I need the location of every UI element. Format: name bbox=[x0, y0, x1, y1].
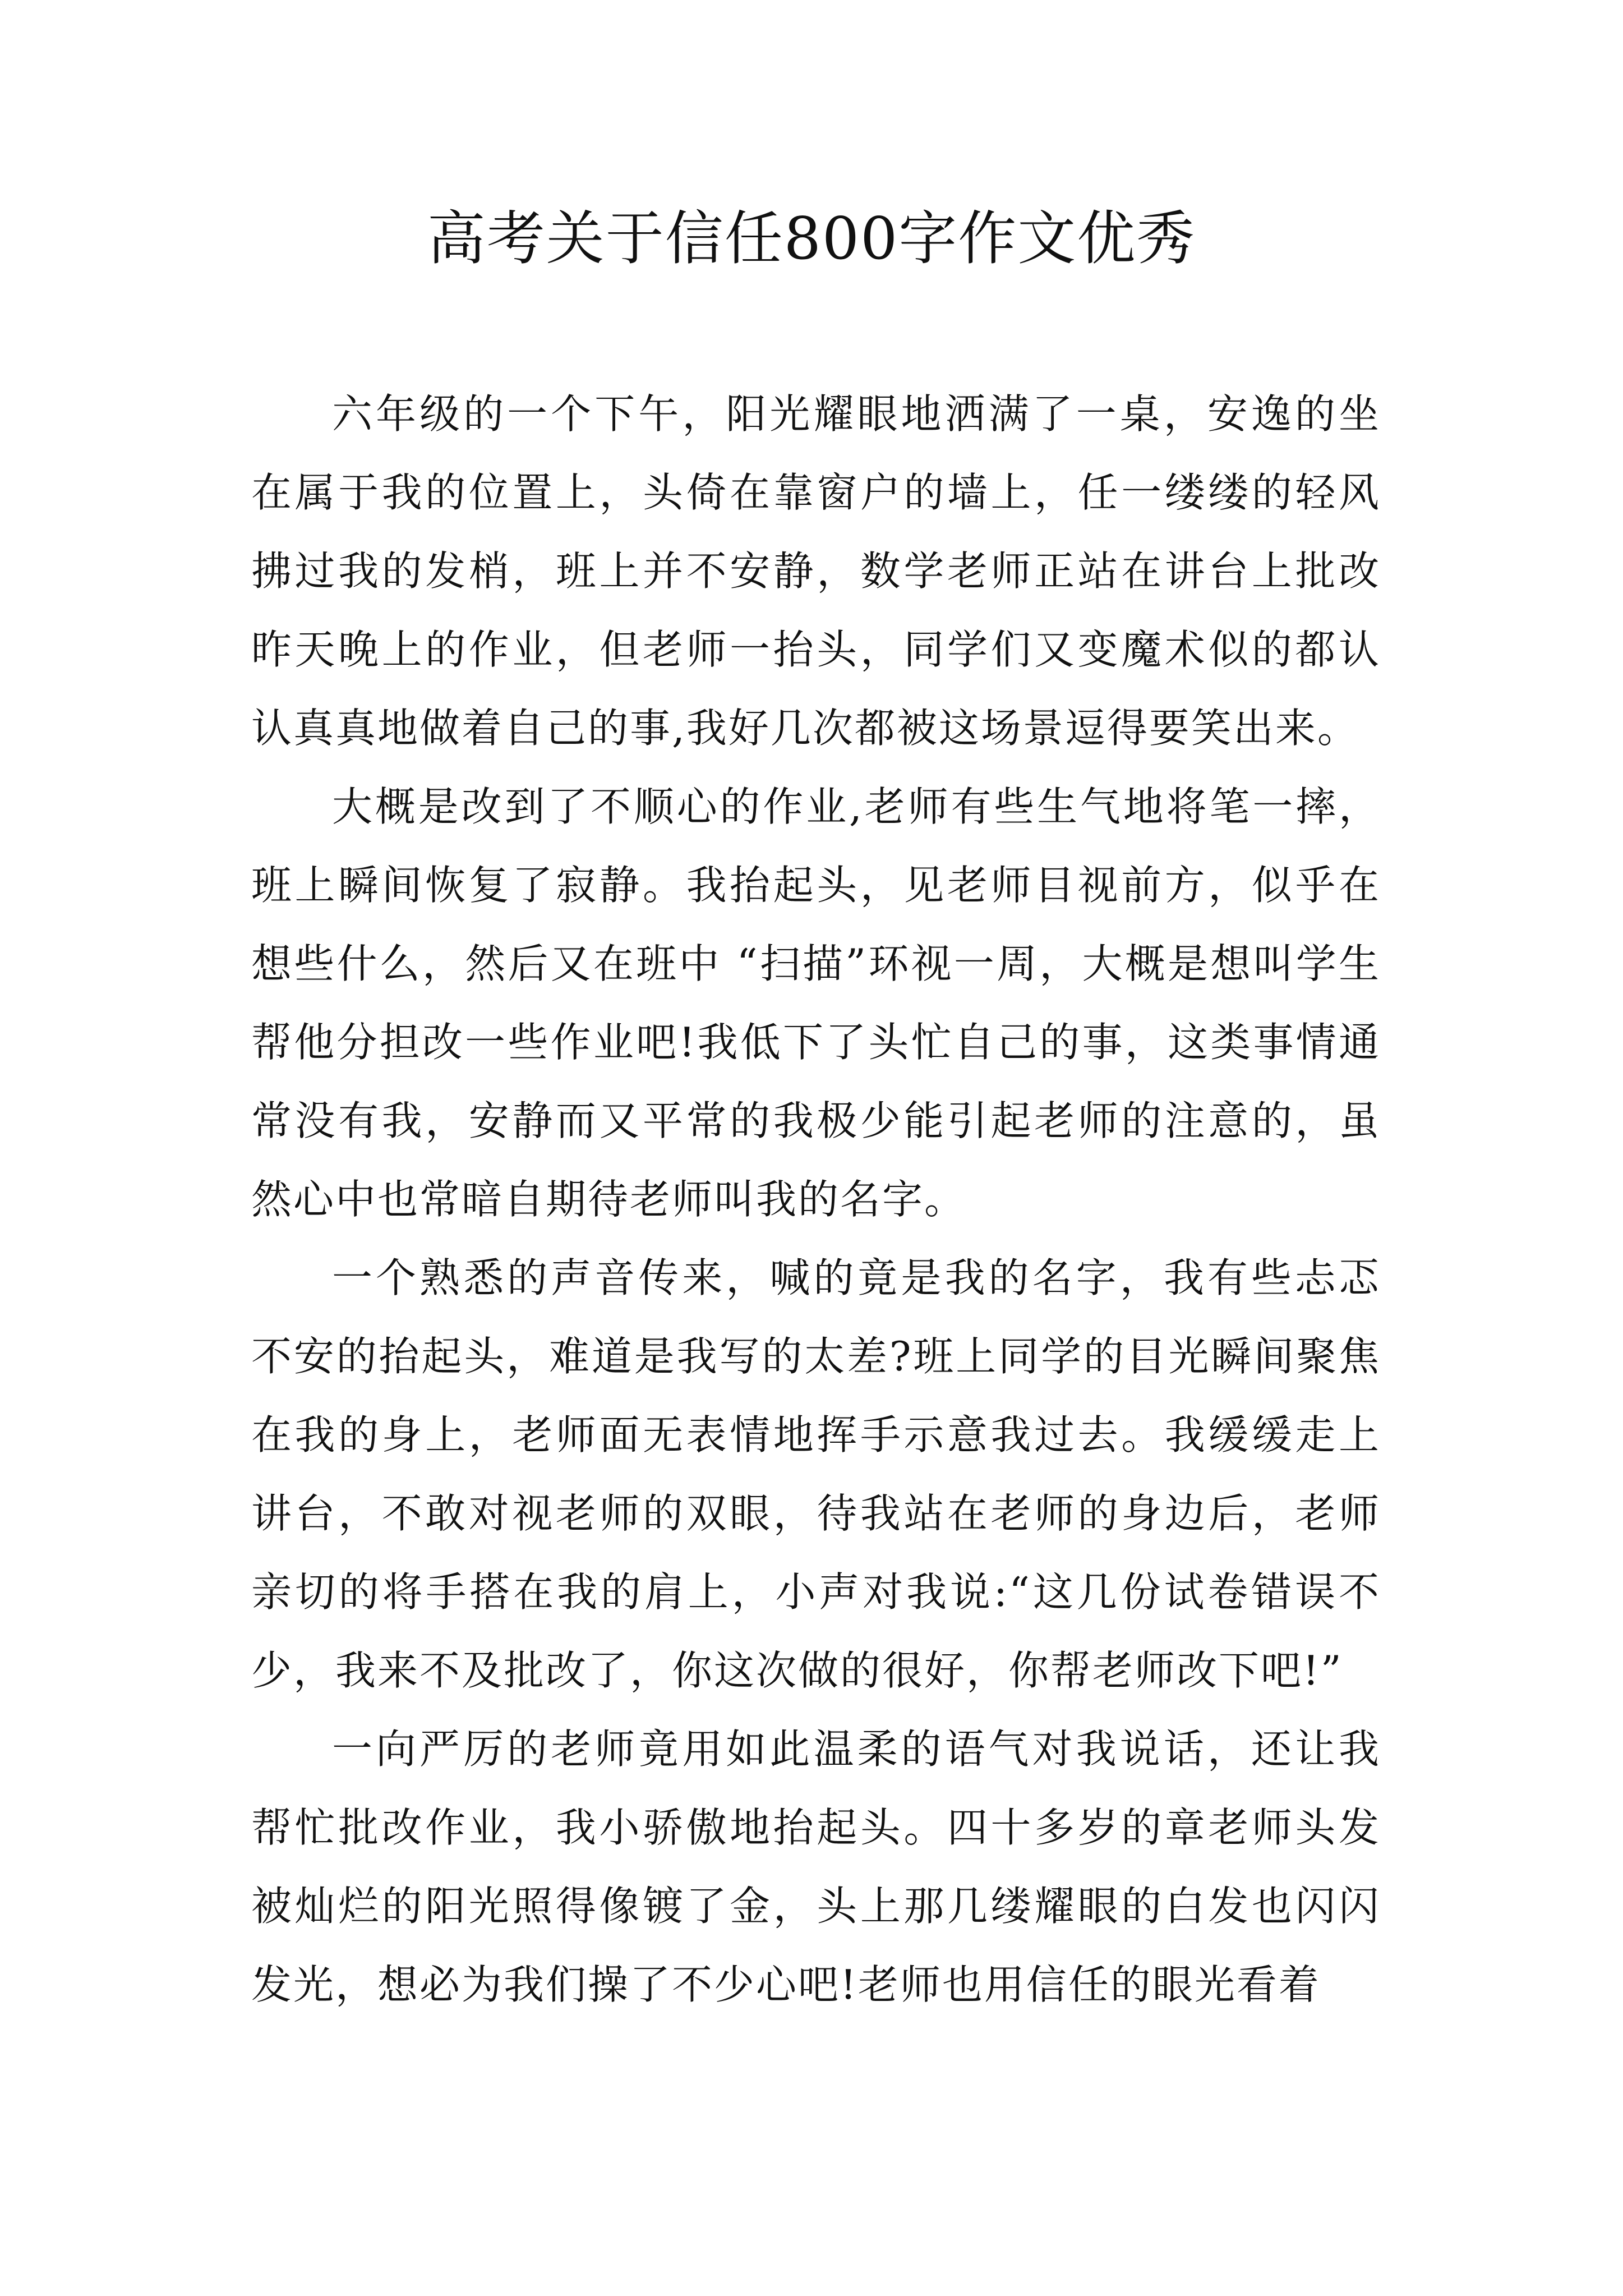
document-title: 高考关于信任800字作文优秀 bbox=[427, 204, 1196, 273]
paragraph: 一向严厉的老师竟用如此温柔的语气对我说话，还让我帮忙批改作业，我小骄傲地抬起头。四十多岁的章老师头发被灿烂的阳光照得像镀了金，头上那几缕耀眼的白发也闪闪发光，想必为我们操了不少心吧!老师也用信任的眼光看着 bbox=[251, 1726, 1381, 2008]
paragraph: 一个熟悉的声音传来，喊的竟是我的名字，我有些忐忑不安的抬起头，难道是我写的太差?班上同学的目光瞬间聚焦在我的身上，老师面无表情地挥手示意我过去。我缓缓走上讲台，不敢对视老师的双眼，待我站在老师的身边后，老师亲切的将手搭在我的肩上，小声对我说:“这几份试卷错误不少，我来不及批改了，你这次做的很好，你帮老师改下吧!” bbox=[251, 1254, 1381, 1694]
paragraph: 大概是改到了不顺心的作业,老师有些生气地将笔一摔，班上瞬间恢复了寂静。我抬起头，见老师目视前方，似乎在想些什么，然后又在班中 “扫描”环视一周，大概是想叫学生帮他分担改一些作业吧!我低下了头忙自己的事，这类事情通常没有我，安静而又平常的我极少能引起老师的注意的，虽然心中也常暗自期待老师叫我的名字。 bbox=[251, 783, 1381, 1223]
document-body bbox=[251, 375, 1381, 2024]
paragraph: 六年级的一个下午，阳光耀眼地洒满了一桌，安逸的坐在属于我的位置上，头倚在靠窗户的墙上，任一缕缕的轻风拂过我的发梢，班上并不安静，数学老师正站在讲台上批改昨天晚上的作业，但老师一抬头，同学们又变魔术似的都认认真真地做着自己的事,我好几次都被这场景逗得要笑出来。 bbox=[251, 390, 1381, 752]
